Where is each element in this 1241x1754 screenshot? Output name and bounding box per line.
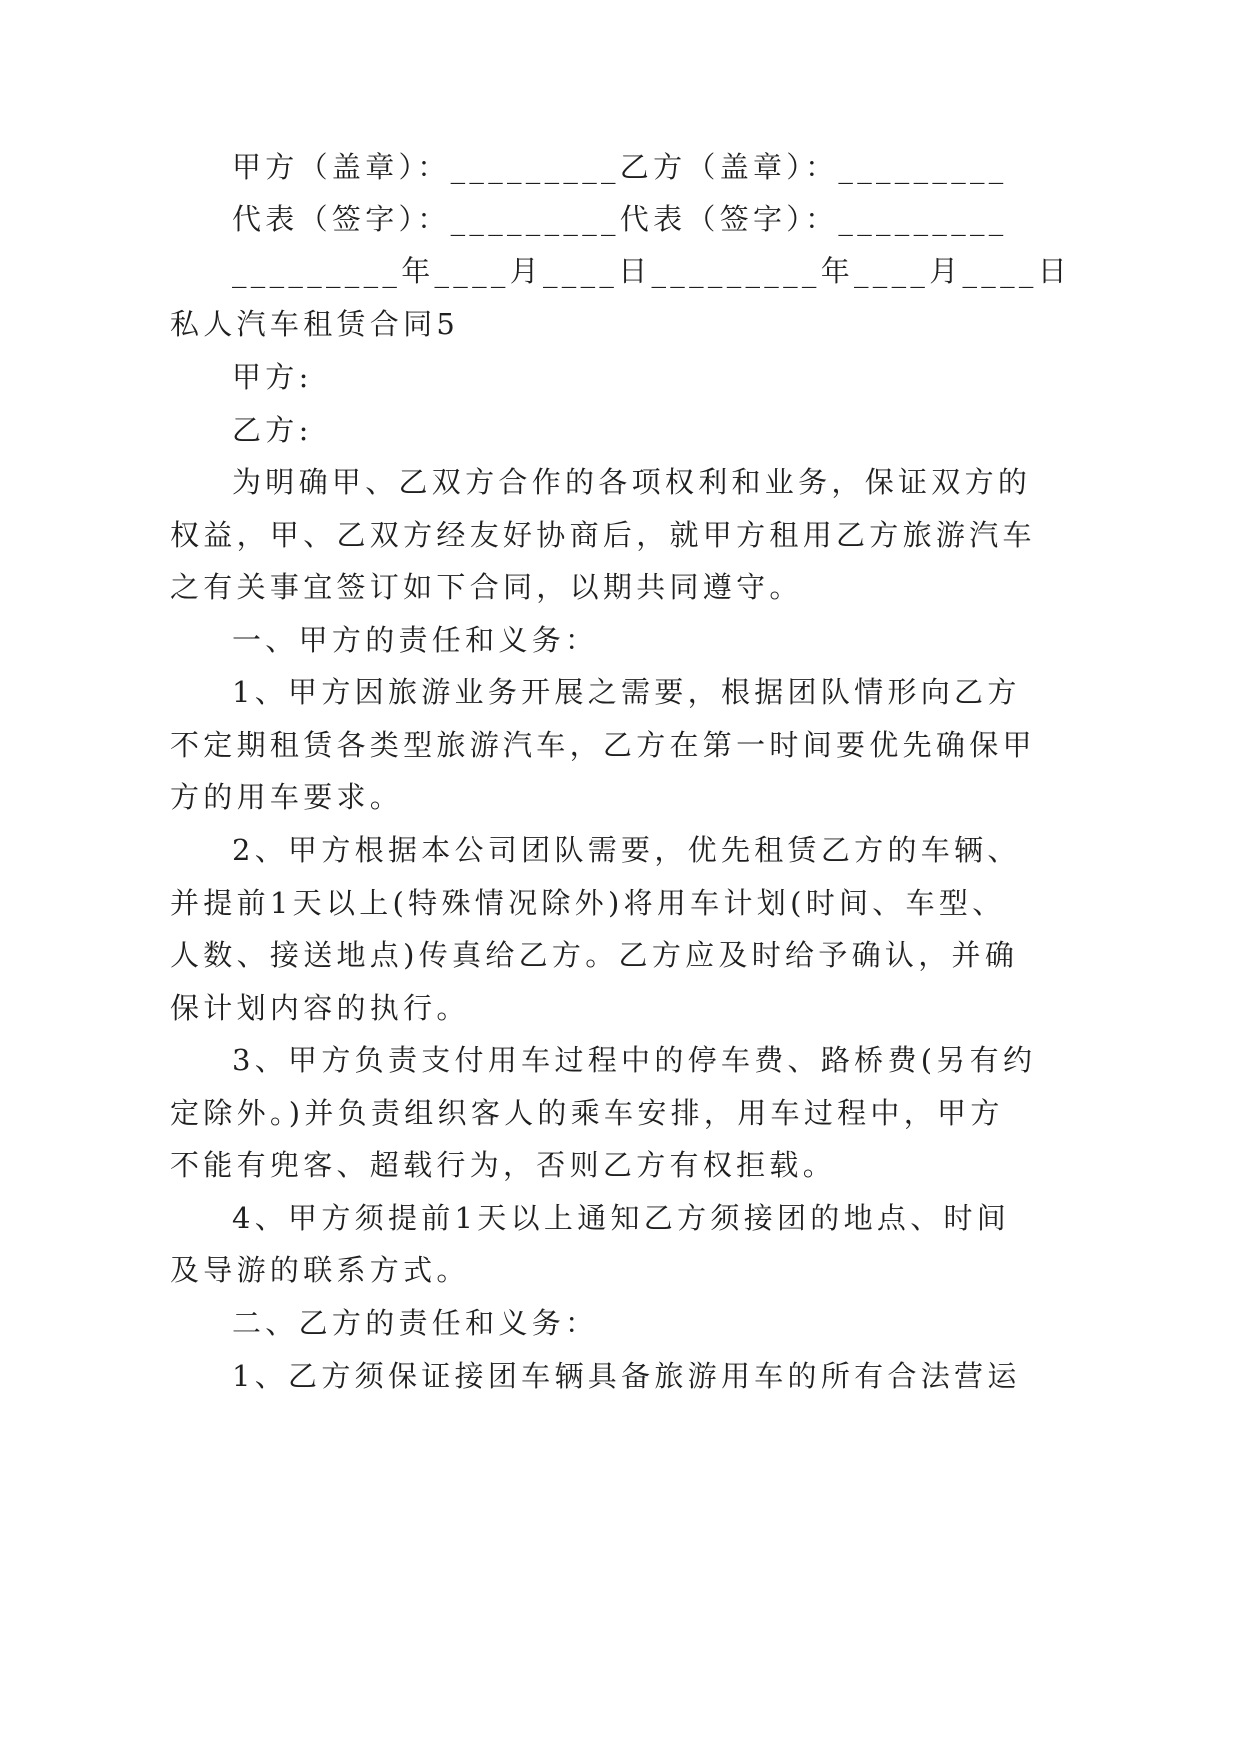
clause-line: 及导游的联系方式。 — [170, 1253, 470, 1287]
intro-line: 之有关事宜签订如下合同，以期共同遵守。 — [170, 570, 803, 604]
clause-line: 1、乙方须保证接团车辆具备旅游用车的所有合法营运 — [232, 1359, 1021, 1393]
contract-title: 私人汽车租赁合同5 — [170, 307, 460, 341]
clause-line: 并提前1天以上(特殊情况除外)将用车计划(时间、车型、 — [170, 886, 1006, 920]
clause-line: 1、甲方因旅游业务开展之需要，根据团队情形向乙方 — [232, 675, 1021, 709]
clause-line: 不定期租赁各类型旅游汽车，乙方在第一时间要优先确保甲 — [170, 728, 1036, 762]
section2-heading: 二、乙方的责任和义务： — [232, 1306, 599, 1340]
section1-heading: 一、甲方的责任和义务： — [232, 623, 599, 657]
signature-line-seal: 甲方（盖章）：_________乙方（盖章）：_________ — [232, 150, 1008, 184]
clause-line: 2、甲方根据本公司团队需要，优先租赁乙方的车辆、 — [232, 833, 1021, 867]
intro-line: 为明确甲、乙双方合作的各项权利和业务，保证双方的 — [232, 465, 1032, 499]
intro-line: 权益，甲、乙双方经友好协商后，就甲方租用乙方旅游汽车 — [170, 518, 1036, 552]
signature-line-date: _________年____月____日_________年____月____日 — [232, 254, 1071, 288]
clause-line: 3、甲方负责支付用车过程中的停车费、路桥费(另有约 — [232, 1043, 1037, 1077]
clause-line: 保计划内容的执行。 — [170, 991, 470, 1025]
signature-line-representative: 代表（签字）：_________代表（签字）：_________ — [232, 202, 1008, 236]
party-b-label: 乙方: — [232, 413, 313, 447]
clause-line: 定除外。)并负责组织客人的乘车安排，用车过程中，甲方 — [170, 1096, 1004, 1130]
clause-line: 方的用车要求。 — [170, 780, 404, 814]
party-a-label: 甲方: — [232, 360, 313, 394]
clause-line: 人数、接送地点)传真给乙方。乙方应及时给予确认，并确 — [170, 938, 1019, 972]
clause-line: 4、甲方须提前1天以上通知乙方须接团的地点、时间 — [232, 1201, 1011, 1235]
clause-line: 不能有兜客、超载行为，否则乙方有权拒载。 — [170, 1148, 837, 1182]
